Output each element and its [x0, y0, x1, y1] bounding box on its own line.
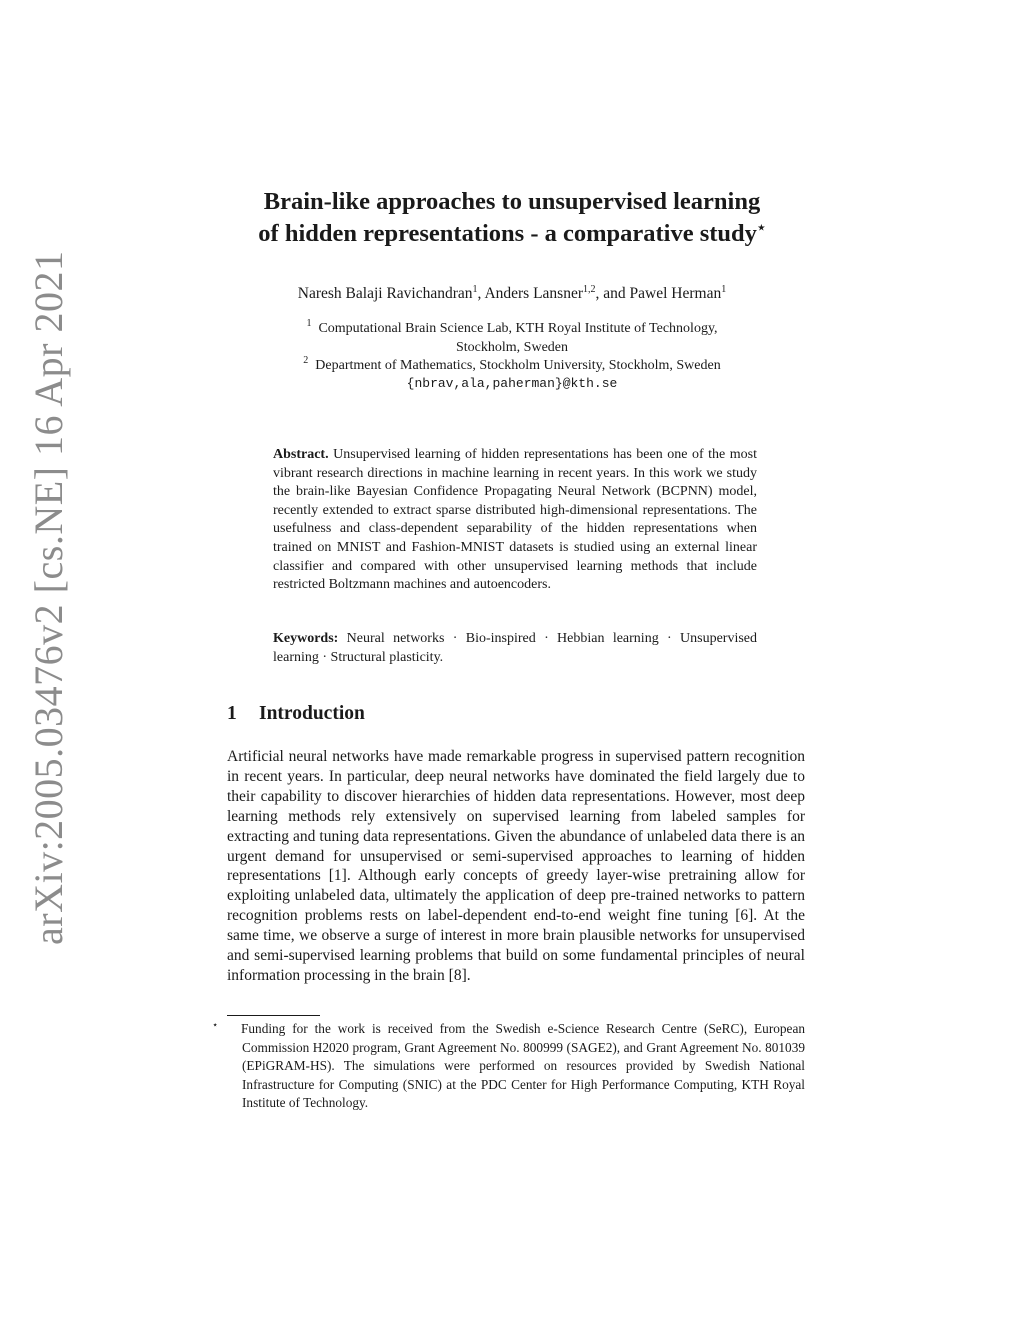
funding-footnote: ⋆ Funding for the work is received from the Swedish e-Science Research Centre (SeRC), European Commission H2020 program, Grant Agreement No. 800999 (SAGE2), and Grant Agreement No. 801039 (EPiGRAM-HS). The simulations were performed on resources provided by Swedish National Infrastructure for Computing (SNIC) at the PDC Center for High Performance Computing, KTH Royal Institute of Technology.	[212, 1020, 805, 1110]
author-affiliation-mark: 1	[721, 284, 727, 295]
paper-title	[0, 186, 1024, 250]
title-line-1: Brain-like approaches to unsupervised learning	[263, 188, 761, 215]
affiliation-2	[0, 356, 1024, 375]
affiliation-1-continued: Stockholm, Sweden	[456, 340, 568, 355]
introduction-paragraph: Artificial neural networks have made remarkable progress in supervised pattern recognition in recent years. In particular, deep neural networks have dominated the field largely due to their capability to discover hierarchies of hidden data representations. However, most deep learning methods rely extensively on supervised learning from labeled samples for extracting and tuning data representations. Given the abundance of unlabeled data there is an urgent demand for unsupervised or semi-supervised approaches to learning of hidden representations [1]. Although early concepts of greedy layer-wise pretraining allow for exploiting unlabeled data, ultimately the application of deep pre-trained networks to pattern recognition problems rests on label-dependent end-to-end weight fine tuning [6]. At the same time, we observe a surge of interest in more brain plausible networks for unsupervised and semi-supervised learning problems that build on some fundamental principles of neural information processing in the brain [8].	[227, 748, 805, 984]
abstract	[273, 446, 757, 595]
author-name: Naresh Balaji Ravichandran	[297, 285, 473, 302]
keywords	[273, 629, 757, 667]
author-separator: , and	[595, 285, 630, 302]
keywords-label: Keywords:	[273, 631, 339, 646]
affiliation-mark: 1	[306, 318, 312, 329]
section-number: 1	[227, 703, 237, 724]
author-affiliation-mark: 1,2	[583, 284, 596, 295]
title-line-2	[0, 218, 1024, 250]
keywords-text: Neural networks · Bio-inspired · Hebbian learning · Unsupervised learning · Structural plasticity.	[273, 631, 758, 665]
author-emails: {nbrav,ala,paherman}@kth.se	[406, 376, 618, 391]
abstract-label: Abstract.	[273, 447, 329, 462]
section-title: Introduction	[259, 703, 365, 724]
arxiv-identifier-stamp: arXiv:2005.03476v2 [cs.NE] 16 Apr 2021	[26, 250, 71, 945]
author-name: Anders Lansner	[484, 285, 584, 302]
affiliation-text: Department of Mathematics, Stockholm University, Stockholm, Sweden	[315, 358, 721, 373]
footnote-text: Funding for the work is received from the Swedish e-Science Research Centre (SeRC), European Commission H2020 program, Grant Agreement No. 800999 (SAGE2), and Grant Agreement No. 801039 (EPiGRAM-HS). The simulations were performed on resources provided by Swedish National Infrastructure for Computing (SNIC) at the PDC Center for High Performance Computing, KTH Royal Institute of Technology.	[241, 1021, 805, 1110]
author-separator: ,	[477, 285, 485, 302]
author-list	[0, 284, 1024, 304]
title-line-2-text: of hidden representations - a comparative study	[258, 220, 757, 247]
footnote-divider	[227, 1015, 320, 1016]
affiliation-text: Computational Brain Science Lab, KTH Royal Institute of Technology,	[318, 321, 718, 336]
abstract-text: Unsupervised learning of hidden representations has been one of the most vibrant research directions in machine learning in recent years. In this work we study the brain-like Bayesian Confidence Propagating Neural Network (BCPNN) model, recently extended to extract sparse distributed high-dimensional representations. The usefulness and class-dependent separability of the hidden representations when trained on MNIST and Fashion-MNIST datasets is studied using an external linear classifier and compared with other unsupervised learning methods that include restricted Boltzmann machines and autoencoders.	[273, 447, 758, 593]
affiliation-1	[0, 319, 1024, 338]
author-affiliation-mark: 1	[472, 284, 478, 295]
title-footnote-mark: ⋆	[756, 221, 766, 236]
author-name: Pawel Herman	[629, 285, 722, 302]
affiliation-mark: 2	[303, 355, 309, 366]
section-heading-introduction	[227, 702, 365, 726]
